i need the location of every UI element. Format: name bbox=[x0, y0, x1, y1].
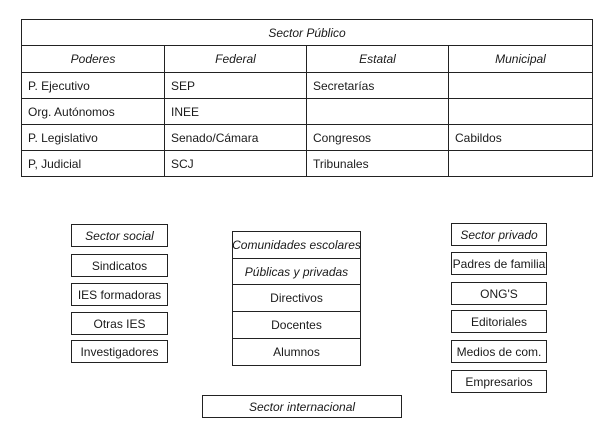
privado-item-padres: Padres de familia bbox=[451, 252, 547, 275]
table-cell: SEP bbox=[165, 73, 307, 99]
table-cell: P. Legislativo bbox=[22, 125, 165, 151]
privado-item-editoriales: Editoriales bbox=[451, 310, 547, 333]
table-cell: Org. Autónomos bbox=[22, 99, 165, 125]
sector-internacional-box: Sector internacional bbox=[202, 395, 402, 418]
table-row bbox=[22, 73, 593, 99]
social-item-ies-formadoras: IES formadoras bbox=[71, 283, 168, 306]
table-row bbox=[22, 125, 593, 151]
privado-item-ongs: ONG'S bbox=[451, 282, 547, 305]
table-cell: Secretarías bbox=[307, 73, 449, 99]
table-cell: Senado/Cámara bbox=[165, 125, 307, 151]
table-title: Sector Público bbox=[22, 20, 593, 46]
header-estatal: Estatal bbox=[307, 46, 449, 73]
table-cell: Tribunales bbox=[307, 151, 449, 177]
header-municipal: Municipal bbox=[449, 46, 593, 73]
privado-item-medios: Medios de com. bbox=[451, 340, 547, 363]
table-cell bbox=[449, 73, 593, 99]
center-item-publicas-privadas: Públicas y privadas bbox=[233, 259, 360, 286]
sector-privado-title: Sector privado bbox=[451, 223, 547, 246]
table-header-row bbox=[22, 46, 593, 73]
social-item-otras-ies: Otras IES bbox=[71, 312, 168, 335]
header-federal: Federal bbox=[165, 46, 307, 73]
social-item-sindicatos: Sindicatos bbox=[71, 254, 168, 277]
header-poderes: Poderes bbox=[22, 46, 165, 73]
privado-item-empresarios: Empresarios bbox=[451, 370, 547, 393]
sector-publico-table bbox=[21, 19, 593, 177]
sector-social-title: Sector social bbox=[71, 224, 168, 247]
table-row bbox=[22, 151, 593, 177]
table-cell: INEE bbox=[165, 99, 307, 125]
table-cell: P. Ejecutivo bbox=[22, 73, 165, 99]
table-cell: Cabildos bbox=[449, 125, 593, 151]
center-item-alumnos: Alumnos bbox=[273, 345, 320, 360]
table-cell: SCJ bbox=[165, 151, 307, 177]
comunidades-escolares-stack bbox=[232, 231, 361, 366]
table-cell bbox=[307, 99, 449, 125]
table-cell bbox=[449, 99, 593, 125]
table-cell: P, Judicial bbox=[22, 151, 165, 177]
table-row bbox=[22, 99, 593, 125]
center-item-docentes: Docentes bbox=[233, 312, 360, 339]
social-item-investigadores: Investigadores bbox=[71, 340, 168, 363]
center-item-comunidades: Comunidades escolares bbox=[233, 232, 360, 259]
table-cell: Congresos bbox=[307, 125, 449, 151]
table-cell bbox=[449, 151, 593, 177]
center-item-directivos: Directivos bbox=[233, 285, 360, 312]
